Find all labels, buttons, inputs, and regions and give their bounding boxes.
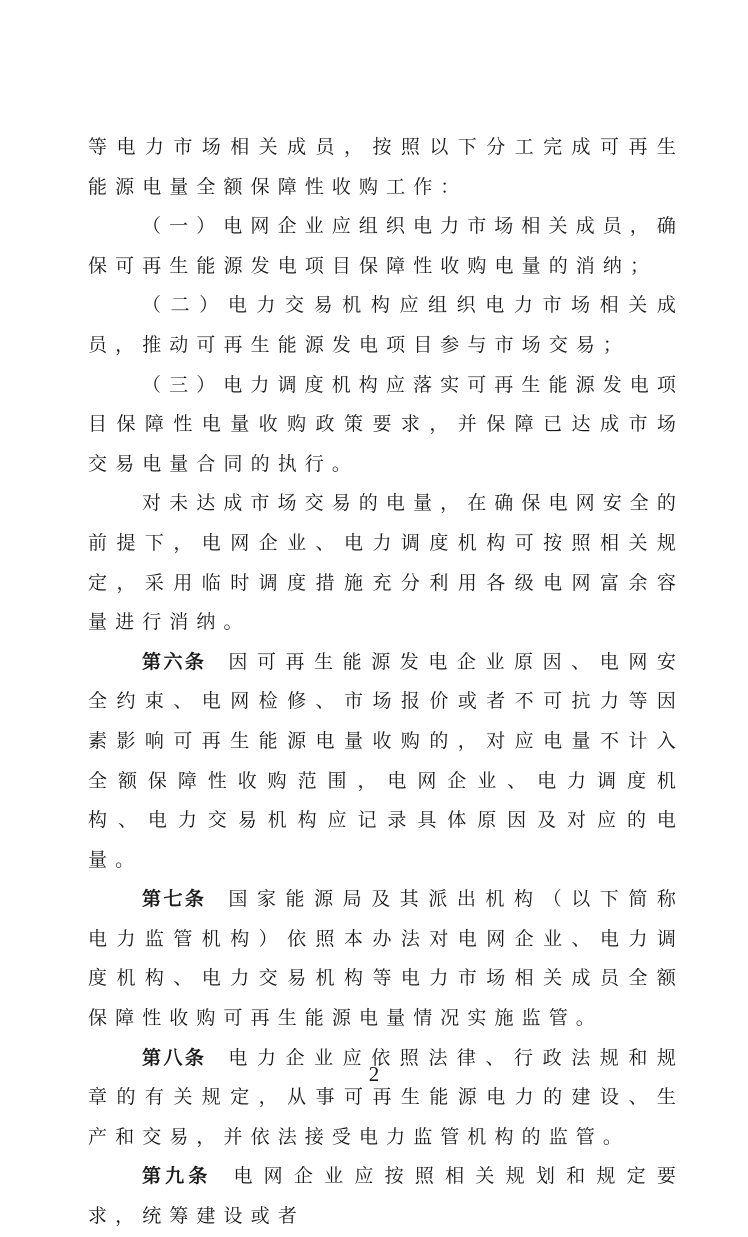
paragraph-text: 电网企业应按照相关规划和规定要求，统筹建设或者: [88, 1165, 684, 1228]
paragraph-continuation: [88, 128, 684, 207]
paragraph-unsold-power: [88, 484, 684, 642]
article-8: [88, 1039, 684, 1158]
paragraph-text: 等电力市场相关成员，按照以下分工完成可再生能源电量全额保障性收购工作：: [88, 136, 684, 198]
article-heading: 第八条: [142, 1046, 207, 1069]
paragraph-item-1: [88, 207, 684, 286]
paragraph-item-2: [88, 286, 684, 365]
article-7: [88, 880, 684, 1038]
paragraph-text: （一）电网企业应组织电力市场相关成员，确保可再生能源发电项目保障性收购电量的消纳；: [88, 215, 685, 277]
article-6: [88, 643, 684, 881]
paragraph-text: 电力企业应依照法律、行政法规和规章的有关规定，从事可再生能源电力的建设、生产和交易，并依法接受电力监管机构的监管。: [88, 1046, 684, 1148]
page-number: 2: [368, 1062, 380, 1086]
article-9: [88, 1157, 684, 1236]
paragraph-text: 对未达成市场交易的电量，在确保电网安全的前提下，电网企业、电力调度机构可按照相关规定，采用临时调度措施充分利用各级电网富余容量进行消纳。: [88, 492, 685, 634]
paragraph-text: （二）电力交易机构应组织电力市场相关成员，推动可再生能源发电项目参与市场交易；: [88, 294, 684, 356]
article-heading: 第六条: [142, 650, 207, 673]
paragraph-text: 因可再生能源发电企业原因、电网安全约束、电网检修、市场报价或者不可抗力等因素影响可再生能源电量收购的，对应电量不计入全额保障性收购范围，电网企业、电力调度机构、电力交易机构应记录具体原因及对应的电量。: [88, 650, 684, 871]
article-heading: 第七条: [142, 888, 207, 911]
paragraph-text: （三）电力调度机构应落实可再生能源发电项目保障性电量收购政策要求，并保障已达成市场交易电量合同的执行。: [88, 373, 685, 475]
article-heading: 第九条: [142, 1165, 212, 1188]
paragraph-text: 国家能源局及其派出机构（以下简称电力监管机构）依照本办法对电网企业、电力调度机构、电力交易机构等电力市场相关成员全额保障性收购可再生能源电量情况实施监管。: [88, 888, 684, 1030]
paragraph-item-3: [88, 366, 684, 485]
